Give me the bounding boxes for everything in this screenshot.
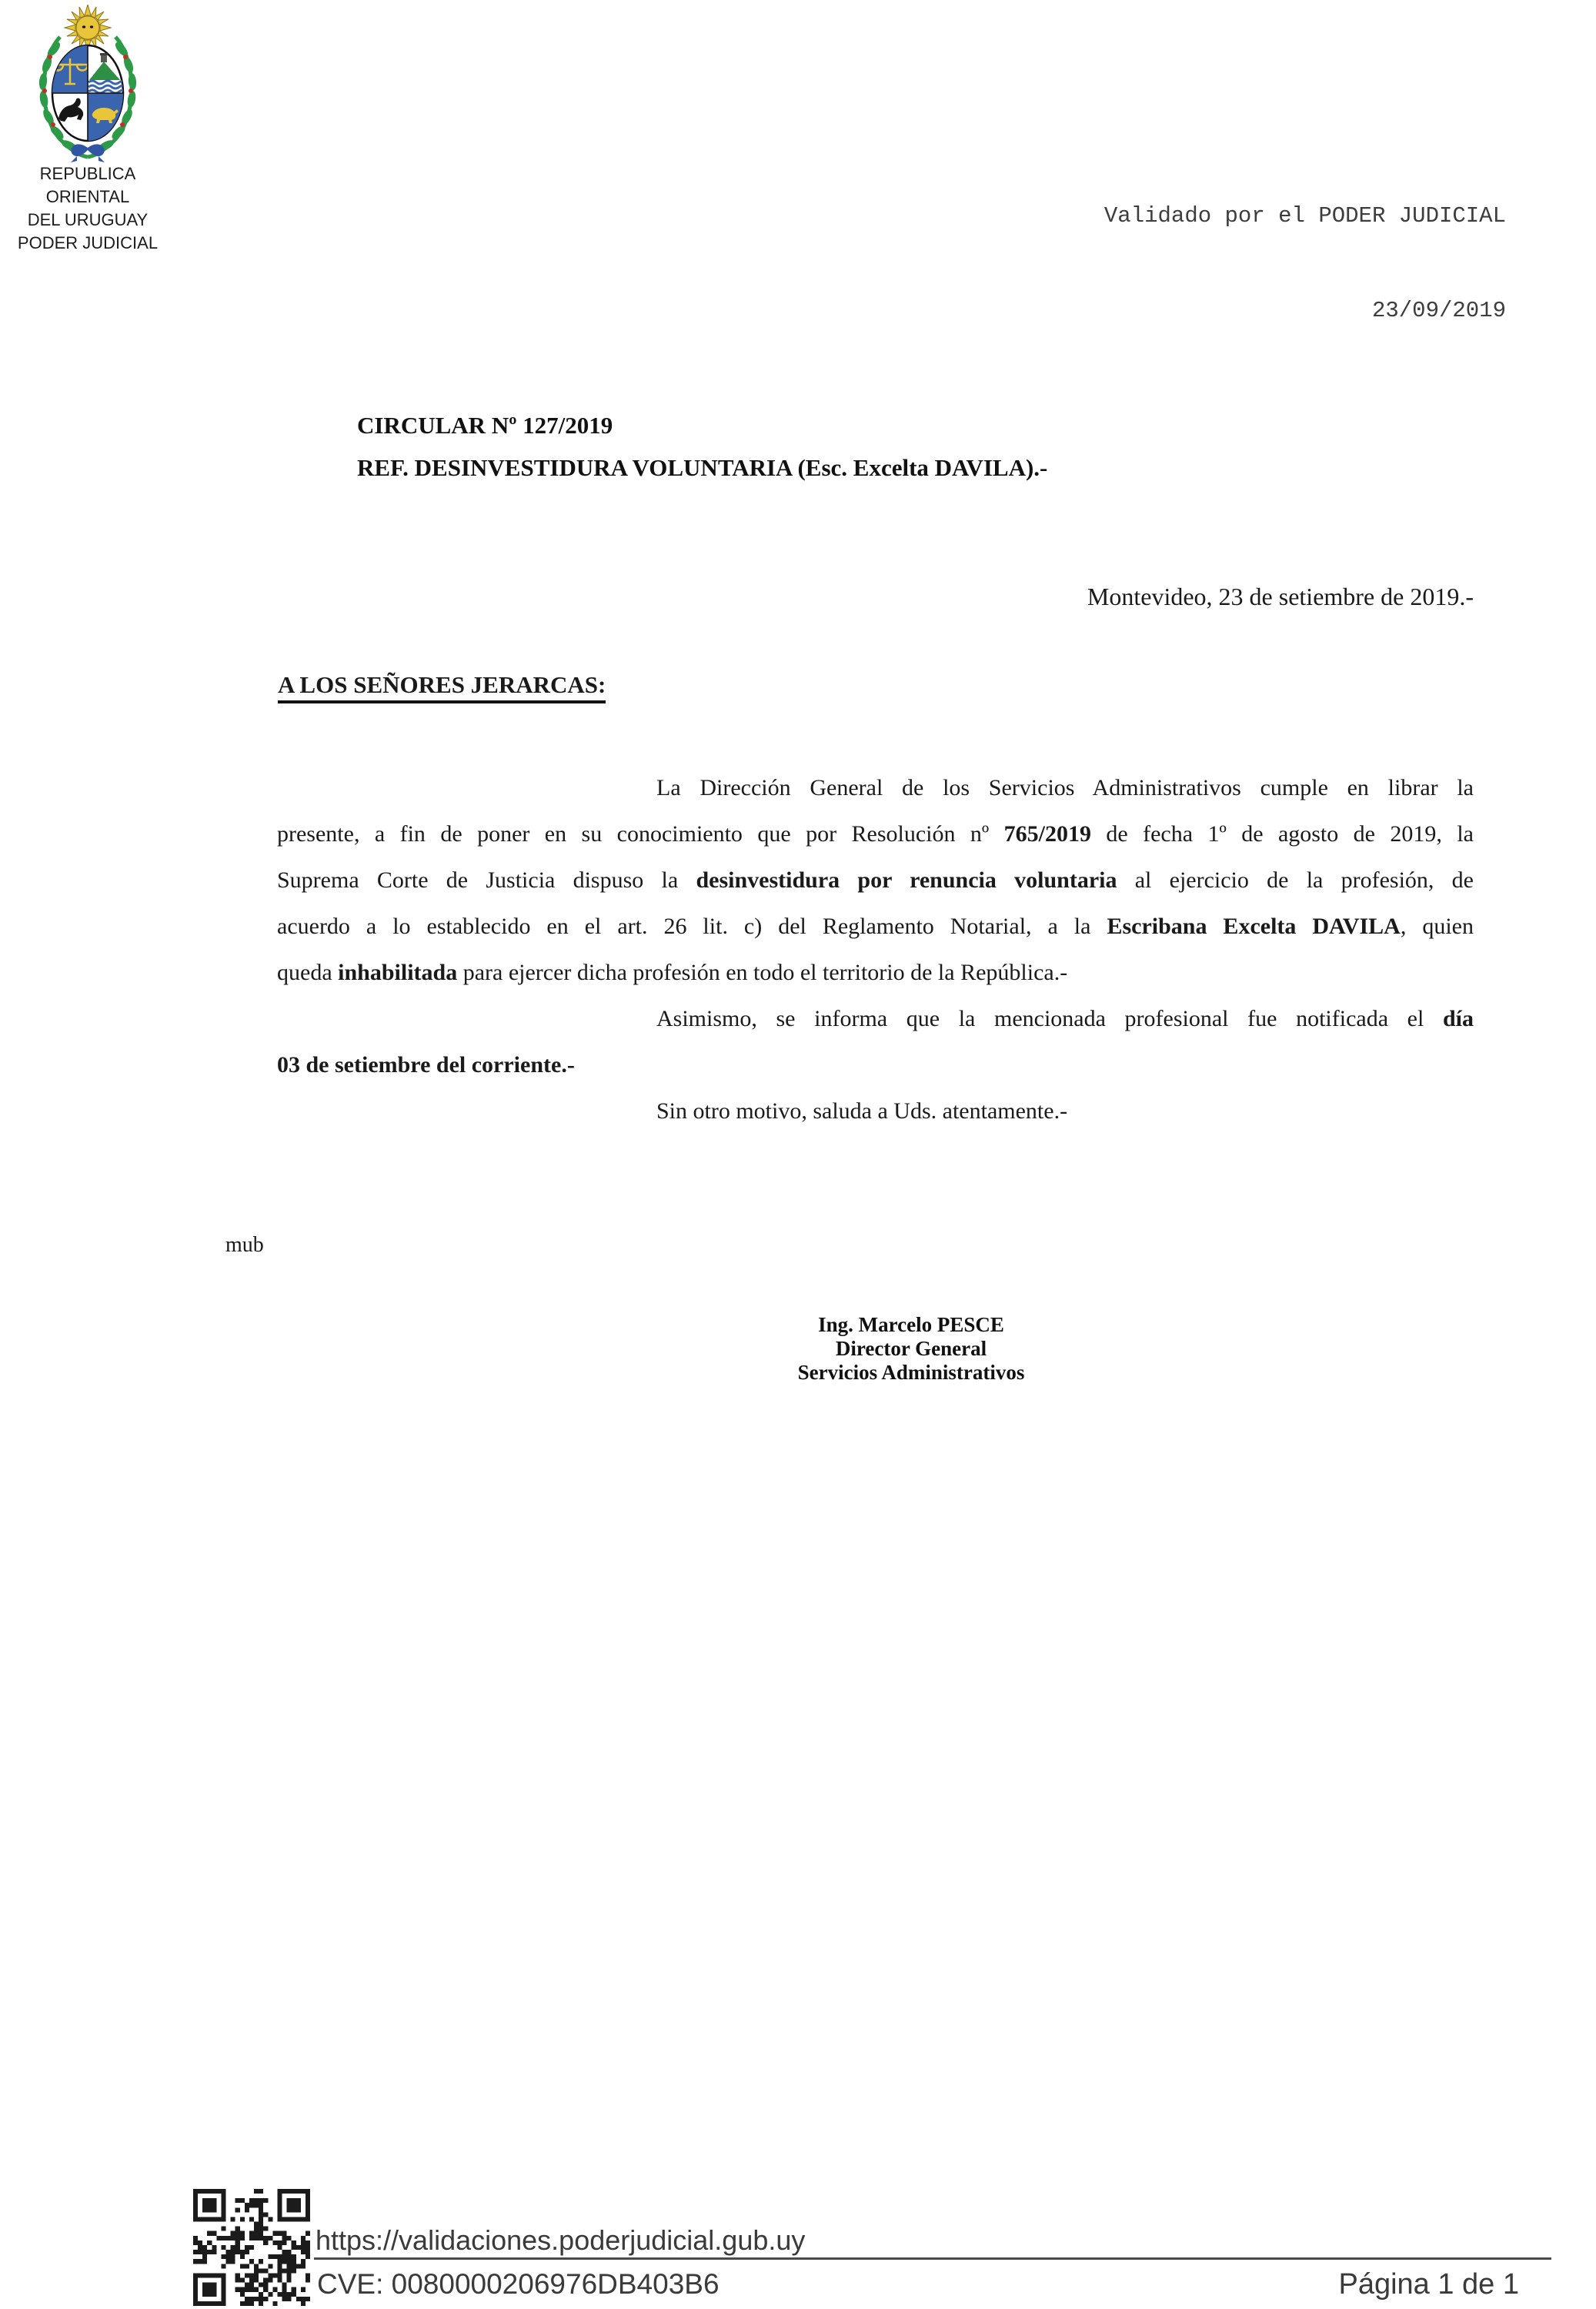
institution-logo-block	[0, 5, 175, 255]
body-line: La Dirección General de los Servicios Administrativos cumple en librar la	[656, 775, 1474, 800]
dateline: Montevideo, 23 de setiembre de 2019.-	[1087, 583, 1474, 610]
body-line: queda inhabilitada para ejercer dicha profesión en todo el territorio de la República.-	[277, 960, 1068, 985]
cve-code: CVE: 0080000206976DB403B6	[317, 2268, 720, 2300]
salutation	[278, 671, 606, 699]
body-line: acuerdo a lo establecido en el art. 26 lit. c) del Reglamento Notarial, a la Escribana Excelta DAVILA, quien	[277, 914, 1474, 939]
circular-number: CIRCULAR Nº 127/2019	[357, 412, 613, 439]
signer-name: Ing. Marcelo PESCE	[818, 1313, 1004, 1336]
logo-caption-line3: PODER JUDICIAL	[17, 233, 159, 252]
page-number: Página 1 de 1	[1338, 2268, 1519, 2301]
signer-office: Servicios Administrativos	[797, 1361, 1025, 1384]
body-text	[277, 765, 1474, 1134]
uruguay-coat-of-arms-icon	[29, 5, 146, 162]
document-title-block	[357, 404, 1047, 489]
validation-url: https://validaciones.poderjudicial.gub.uy	[316, 2224, 806, 2256]
qr-code	[193, 2189, 310, 2306]
body-line: Asimismo, se informa que la mencionada profesional fue notificada el día	[656, 1006, 1474, 1031]
signer-title: Director General	[835, 1337, 987, 1360]
body-line: 03 de setiembre del corriente.-	[277, 1052, 575, 1078]
body-line: presente, a fin de poner en su conocimiento que por Resolución nº 765/2019 de fecha 1º de agosto de 2019, la	[277, 821, 1474, 847]
footer-divider	[314, 2257, 1551, 2260]
body-line: Suprema Corte de Justicia dispuso la desinvestidura por renuncia voluntaria al ejercicio de la profesión, de	[277, 867, 1474, 893]
logo-caption-line1: REPUBLICA ORIENTAL	[39, 164, 136, 206]
ribbon-bow	[71, 144, 105, 162]
validation-date: 23/09/2019	[1371, 298, 1506, 323]
sun-face	[76, 16, 99, 39]
circular-reference: REF. DESINVESTIDURA VOLUNTARIA (Esc. Excelta DAVILA).-	[357, 454, 1048, 481]
logo-caption-line2: DEL URUGUAY	[27, 210, 149, 229]
typist-initials: mub	[225, 1233, 264, 1257]
body-line: Sin otro motivo, saluda a Uds. atentamente.-	[656, 1098, 1068, 1124]
salutation-text: A LOS SEÑORES JERARCAS:	[278, 671, 606, 703]
signature-block	[719, 1313, 1104, 1385]
validation-stamp	[1104, 137, 1506, 389]
validation-line: Validado por el PODER JUDICIAL	[1104, 203, 1506, 229]
